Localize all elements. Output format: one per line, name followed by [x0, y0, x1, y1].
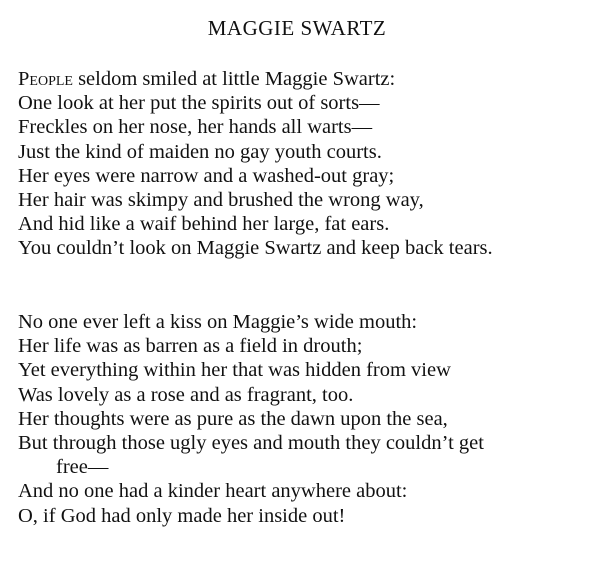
poem-line: But through those ugly eyes and mouth they couldn’t get: [18, 431, 484, 454]
poem-line-continuation: free—: [56, 456, 109, 479]
stanza-1: [18, 67, 493, 261]
poem-line: Just the kind of maiden no gay youth courts.: [18, 140, 382, 163]
poem-line: Her thoughts were as pure as the dawn upon the sea,: [18, 407, 448, 430]
poem-line: And hid like a waif behind her large, fat ears.: [18, 213, 390, 236]
poem-line: One look at her put the spirits out of sorts—: [18, 92, 380, 115]
poem-line: [18, 67, 493, 91]
poem-line: O, if God had only made her inside out!: [18, 504, 346, 527]
poem-line: Yet everything within her that was hidden from view: [18, 359, 451, 382]
poem-line: Was lovely as a rose and as fragrant, too.: [18, 383, 354, 406]
poem-line: Her life was as barren as a field in drouth;: [18, 335, 363, 358]
stanza-2: [18, 310, 484, 528]
line-text: seldom smiled at little Maggie Swartz:: [72, 68, 396, 90]
poem-line: You couldn’t look on Maggie Swartz and keep back tears.: [18, 237, 493, 260]
opening-word: People: [18, 68, 73, 90]
poem-line: Freckles on her nose, her hands all warts—: [18, 116, 373, 139]
poem-line: Her eyes were narrow and a washed-out gray;: [18, 164, 395, 187]
poem-line: And no one had a kinder heart anywhere about:: [18, 480, 408, 503]
poem-title: MAGGIE SWARTZ: [207, 16, 387, 40]
poem-line: Her hair was skimpy and brushed the wrong way,: [18, 188, 424, 211]
poem-line: No one ever left a kiss on Maggie’s wide mouth:: [18, 311, 418, 333]
